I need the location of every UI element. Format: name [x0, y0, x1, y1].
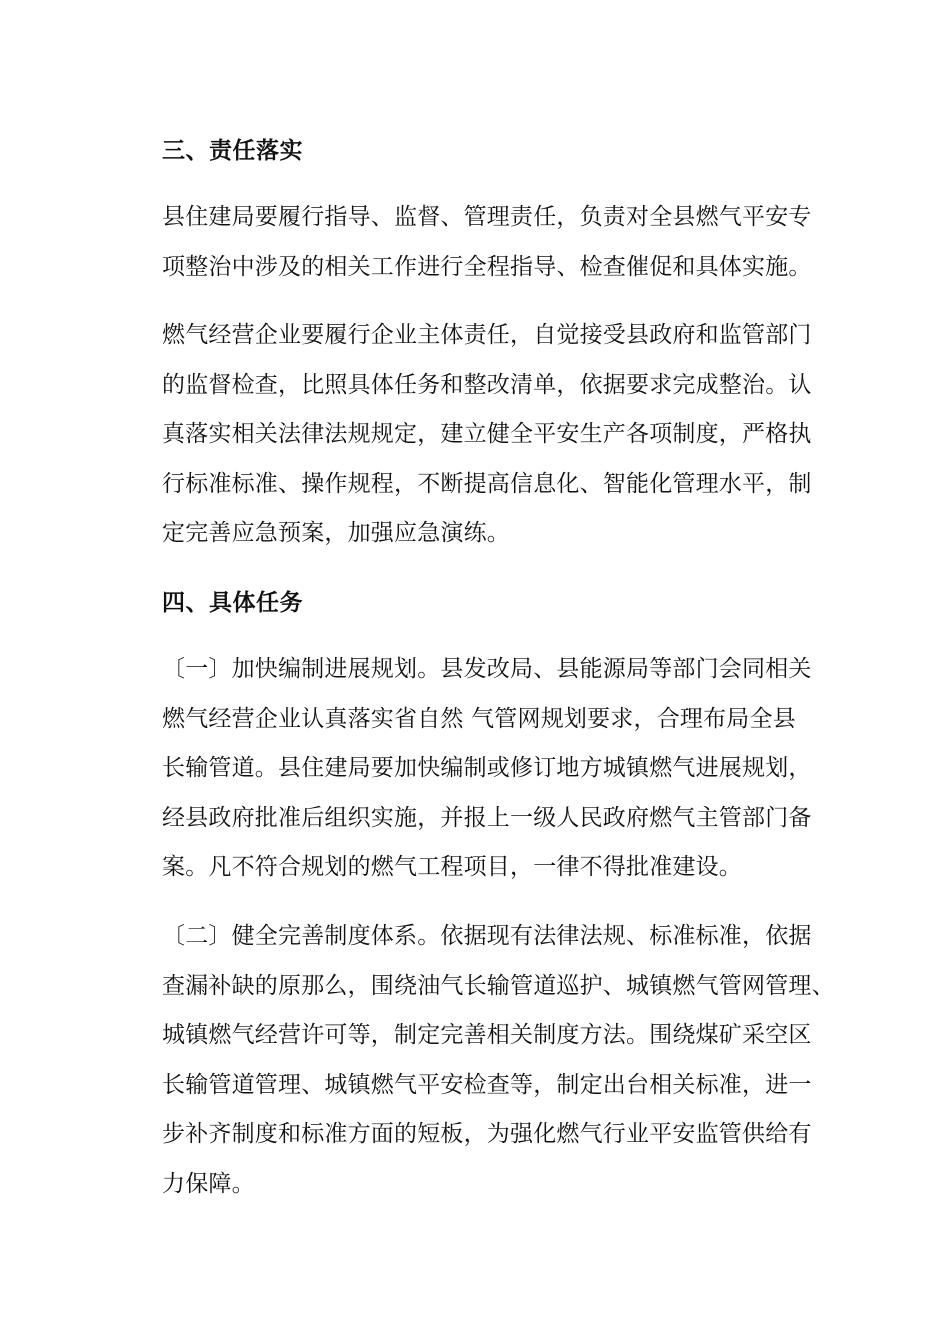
paragraph-gas-enterprise-duty: [162, 311, 812, 559]
paragraph-line: 力保障。: [162, 1170, 255, 1197]
paragraph-line: 项整治中涉及的相关工作进行全程指导、检查催促和具体实施。: [162, 253, 812, 280]
paragraph-task-2-system: [162, 912, 835, 1209]
paragraph-line: 真落实相关法律法规规定，建立健全平安生产各项制度，严格执: [162, 421, 812, 447]
paragraph-line: 经县政府批准后组织实施，并报上一级人民政府燃气主管部门备: [162, 804, 812, 831]
section-heading-specific-tasks: 四、具体任务: [162, 590, 303, 616]
paragraph-line: 燃气经营企业要履行企业主体责任，自觉接受县政府和监管部门: [162, 322, 812, 348]
paragraph-line: 案。凡不符合规划的燃气工程项目，一律不得批准建设。: [162, 854, 742, 880]
paragraph-task-1-planning: [162, 645, 812, 893]
paragraph-line: 行标准标准、操作规程，不断提高信息化、智能化管理水平，制: [162, 470, 812, 497]
paragraph-line: 步补齐制度和标准方面的短板，为强化燃气行业平安监管供给有: [162, 1121, 812, 1147]
paragraph-line: 城镇燃气经营许可等，制定完善相关制度方法。围绕煤矿采空区: [162, 1022, 812, 1048]
paragraph-housing-bureau-duty: [162, 193, 812, 292]
section-heading-responsibility: 三、责任落实: [162, 138, 303, 164]
paragraph-line: 长输管道管理、城镇燃气平安检查等，制定出台相关标准，进一: [162, 1071, 812, 1098]
paragraph-line: 长输管道。县住建局要加快编制或修订地方城镇燃气进展规划，: [162, 755, 812, 781]
paragraph-line: 县住建局要履行指导、监督、管理责任，负责对全县燃气平安专: [162, 204, 812, 230]
paragraph-line: 〔一〕加快编制进展规划。县发改局、县能源局等部门会同相关: [162, 656, 812, 682]
paragraph-line: 定完善应急预案，加强应急演练。: [162, 520, 510, 546]
paragraph-line: 查漏补缺的原那么，围绕油气长输管道巡护、城镇燃气管网管理、: [162, 972, 835, 999]
paragraph-line: 〔二〕健全完善制度体系。依据现有法律法规、标准标准，依据: [162, 923, 812, 949]
paragraph-line: 燃气经营企业认真落实省自然 气管网规划要求，合理布局全县: [162, 705, 796, 732]
paragraph-line: 的监督检查，比照具体任务和整改清单，依据要求完成整治。认: [162, 371, 812, 398]
